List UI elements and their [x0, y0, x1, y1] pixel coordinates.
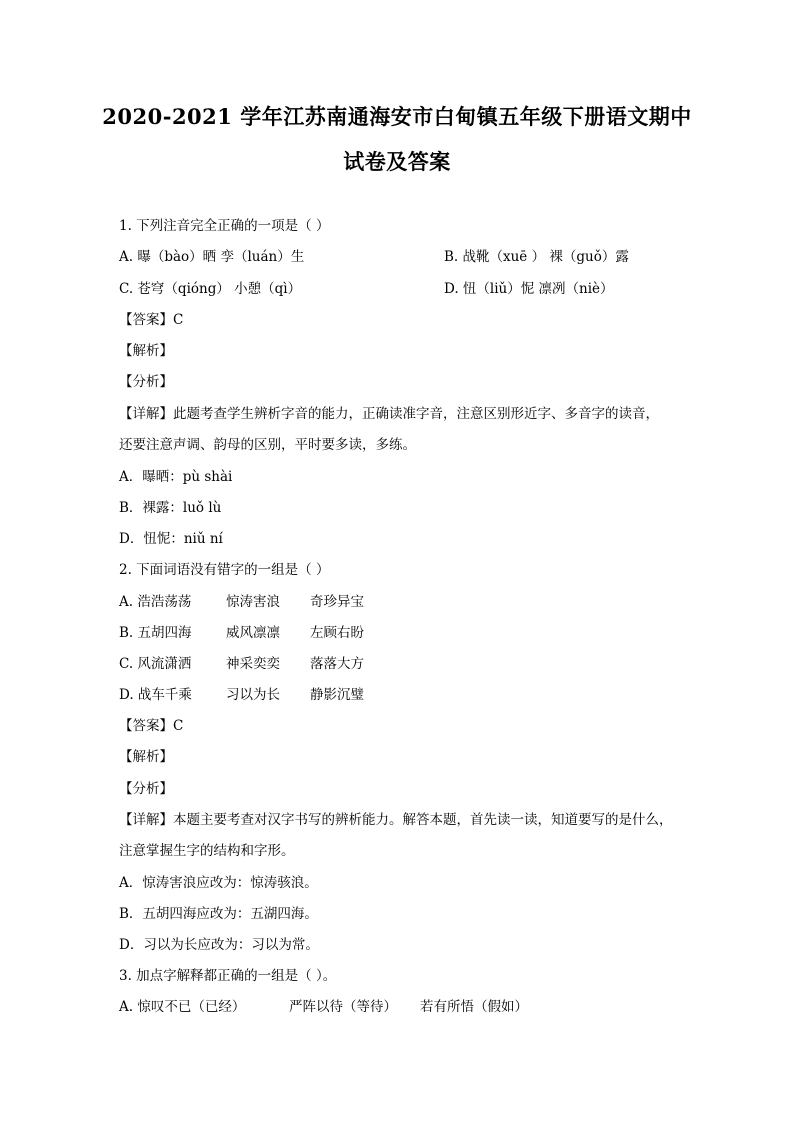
q1-option-d: D. 忸（liǔ）怩 凛冽（niè）: [444, 281, 614, 297]
q2-option-a-word-1: A. 浩浩荡荡: [119, 594, 192, 610]
q3-option-a-word-2: 严阵以待（等待）: [289, 999, 397, 1015]
q2-option-a-word-2: 惊涛害浪: [226, 594, 280, 610]
q2-option-c-word-2: 神采奕奕: [226, 656, 280, 672]
q2-option-c-word-1: C. 风流潇洒: [119, 656, 192, 672]
q2-option-d-word-1: D. 战车千乘: [119, 687, 192, 703]
q1-answer: 【答案】C: [119, 312, 184, 328]
q1-fenxi-label: 【分析】: [119, 374, 173, 390]
q1-stem: 1. 下列注音完全正确的一项是（ ）: [119, 218, 330, 234]
q1-fix-b: B．裸露：luǒ lù: [119, 500, 222, 516]
q2-fix-b: B．五胡四海应改为：五湖四海。: [119, 906, 318, 922]
q2-fix-d: D．习以为长应改为：习以为常。: [119, 937, 319, 953]
q3-option-a-word-1: A. 惊叹不已（已经）: [119, 999, 246, 1015]
q2-stem: 2. 下面词语没有错字的一组是（ ）: [119, 562, 330, 578]
q3-option-a-word-3: 若有所悟（假如）: [420, 999, 528, 1015]
q3-stem: 3. 加点字解释都正确的一组是（ ）。: [119, 968, 337, 984]
q1-option-b: B. 战靴（xuē ） 裸（guǒ）露: [444, 249, 629, 265]
q2-option-d-word-2: 习以为长: [226, 687, 280, 703]
q2-option-b-word-3: 左顾右盼: [310, 625, 364, 641]
q2-option-a-word-3: 奇珍异宝: [310, 594, 364, 610]
q2-fenxi-label: 【分析】: [119, 781, 173, 797]
q2-analysis-label: 【解析】: [119, 749, 173, 765]
q2-option-b-word-1: B. 五胡四海: [119, 625, 192, 641]
document-title-line-1: 2020-2021 学年江苏南通海安市白甸镇五年级下册语文期中: [102, 104, 692, 129]
q2-fix-a: A．惊涛害浪应改为：惊涛骇浪。: [119, 875, 318, 891]
q1-option-c: C. 苍穹（qióng） 小憩（qì）: [119, 281, 302, 297]
q1-option-a: A. 曝（bào）晒 孪（luán）生: [119, 249, 305, 265]
q2-option-d-word-3: 静影沉璧: [310, 687, 364, 703]
q1-fix-a: A．曝晒：pù shài: [119, 469, 233, 485]
q1-analysis-label: 【解析】: [119, 343, 173, 359]
q1-detail-line-2: 还要注意声调、韵母的区别，平时要多读，多练。: [119, 437, 416, 453]
q2-answer: 【答案】C: [119, 718, 184, 734]
q1-fix-d: D．忸怩：niǔ ní: [119, 531, 223, 547]
q2-option-c-word-3: 落落大方: [310, 656, 364, 672]
document-title-line-2: 试卷及答案: [343, 149, 451, 174]
q2-detail-line-2: 注意掌握生字的结构和字形。: [119, 843, 295, 859]
q2-detail-line-1: 【详解】本题主要考查对汉字书写的辨析能力。解答本题，首先读一读，知道要写的是什么，: [119, 812, 673, 828]
q1-detail-line-1: 【详解】此题考查学生辨析字音的能力，正确读准字音，注意区别形近字、多音字的读音，: [119, 406, 659, 422]
q2-option-b-word-2: 威风凛凛: [226, 625, 280, 641]
